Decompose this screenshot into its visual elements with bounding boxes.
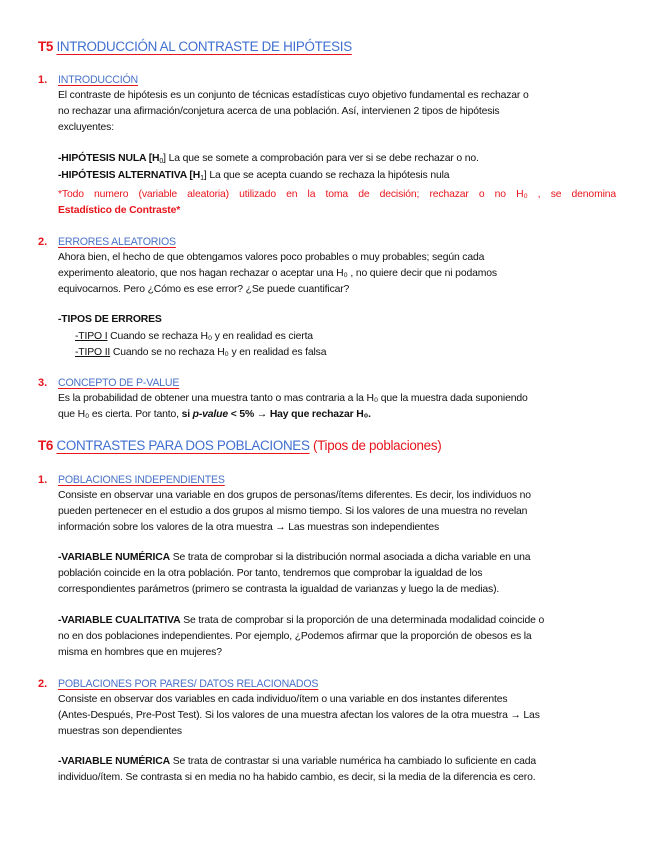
paragraph-line (58, 550, 530, 566)
alt-hypothesis-line (58, 168, 449, 184)
text: Se trata de comprobar si la proporción de una determinada modalidad coincide o (180, 615, 545, 626)
paragraph-line: excluyentes: (58, 122, 114, 133)
label: -VARIABLE NUMÉRICA (58, 756, 170, 767)
paragraph-line: información sobre los valores de la otra muestra → Las muestras son independientes (58, 522, 440, 533)
heading-introduccion: INTRODUCCIÓN (58, 74, 138, 86)
type2-line (75, 345, 326, 361)
item-number: 1. (38, 74, 48, 86)
paragraph-line: no en dos poblaciones independientes. Por ejemplo, ¿Podemos afirmar que la proporción de obesos es la (58, 631, 532, 642)
title-suffix: (Tipos de poblaciones) (309, 438, 442, 453)
paragraph-line: Consiste en observar una variable en dos grupos de personas/ítems diferentes. Es decir, los individuos no (58, 490, 531, 501)
type1-line (75, 329, 313, 345)
title-text: CONTRASTES PARA DOS POBLACIONES (56, 438, 310, 453)
paragraph-line: individuo/ítem. Se contrasta si en media no ha habido cambio, es decir, si la media de la diferencia es cero. (58, 772, 536, 783)
section-title-t5 (38, 38, 352, 56)
title-number: T6 (38, 438, 54, 453)
text: Se trata de comprobar si la distribución normal asociada a dicha variable en una (169, 552, 531, 563)
type2-label: -TIPO II (75, 347, 111, 358)
item-number: 1. (38, 474, 48, 486)
paragraph-line: Ahora bien, el hecho de que obtengamos valores poco probables o muy probables; según cada (58, 252, 485, 263)
item-number: 2. (38, 678, 48, 690)
heading-pvalue: CONCEPTO DE P-VALUE (58, 377, 180, 389)
type1-label: -TIPO I (75, 331, 108, 342)
null-hypothesis-line (58, 151, 479, 167)
alt-label: -HIPÓTESIS ALTERNATIVA [H (58, 170, 201, 181)
title-number: T5 (38, 39, 54, 54)
title-text: INTRODUCCIÓN AL CONTRASTE DE HIPÓTESIS (56, 39, 352, 54)
text: p-value (192, 409, 228, 420)
bracket: ] (203, 170, 207, 181)
paragraph-line (58, 613, 544, 629)
sub: 1 (200, 175, 204, 182)
item-number: 2. (38, 236, 48, 248)
note-line: Estadístico de Contraste* (58, 205, 181, 216)
paragraph-line: muestras son dependientes (58, 726, 182, 737)
text: si (181, 409, 193, 420)
paragraph-line: no rechazar una afirmación/conjetura acerca de una población. Así, intervienen 2 tipos de hipótesis (58, 106, 500, 117)
null-label: -HIPÓTESIS NULA [H (58, 153, 160, 164)
section-title-t6 (38, 437, 441, 455)
null-text: La que se somete a comprobación para ver si se debe rechazar o no. (165, 153, 479, 164)
paragraph-line: El contraste de hipótesis es un conjunto de técnicas estadísticas cuyo objetivo fundamental es rechazar o (58, 90, 529, 101)
types-label: -TIPOS DE ERRORES (58, 314, 162, 325)
alt-text: La que se acepta cuando se rechaza la hipótesis nula (206, 170, 450, 181)
paragraph-line: (Antes-Después, Pre-Post Test). Si los valores de una muestra afectan los valores de la otra muestra → Las (58, 710, 540, 721)
heading-independientes: POBLACIONES INDEPENDIENTES (58, 474, 225, 486)
text: Se trata de contrastar si una variable numérica ha cambiado lo suficiente en cada (169, 756, 537, 767)
text: que H₀ es cierta. Por tanto, (58, 409, 182, 420)
paragraph-line: misma en hombres que en mujeres? (58, 647, 222, 658)
heading-errores: ERRORES ALEATORIOS (58, 236, 176, 248)
heading-pares: POBLACIONES POR PARES/ DATOS RELACIONADOS (58, 678, 319, 690)
paragraph-line: población coincide en la otra población. Por tanto, tendremos que comprobar la igualdad de los (58, 568, 483, 579)
label: -VARIABLE CUALITATIVA (58, 615, 181, 626)
paragraph-line: pueden pertenecer en el estudio a dos grupos al mismo tiempo. Si los valores de una muestra no revelan (58, 506, 528, 517)
label: -VARIABLE NUMÉRICA (58, 552, 170, 563)
paragraph-line: experimento aleatorio, que nos hagan rechazar o aceptar una H₀ , no quiere decir que ni podamos (58, 268, 497, 279)
paragraph-line: equivocarnos. Pero ¿Cómo es ese error? ¿Se puede cuantificar? (58, 284, 350, 295)
paragraph-line: correspondientes parámetros (primero se contrasta la igualdad de varianzas y luego la de medias). (58, 584, 500, 595)
note-line: *Todo numero (variable aleatoria) utilizado en la toma de decisión; rechazar o no H₀ , se denomina (58, 189, 616, 200)
paragraph-line (58, 407, 371, 423)
sub: 0 (159, 158, 164, 165)
paragraph-line: Consiste en observar dos variables en cada individuo/ítem o una variable en dos instantes diferentes (58, 694, 508, 705)
bracket: ] (163, 153, 166, 164)
text: < 5% → Hay que rechazar H₀. (228, 409, 371, 420)
item-number: 3. (38, 377, 48, 389)
type2-text: Cuando se no rechaza H₀ y en realidad es falsa (110, 347, 327, 358)
type1-text: Cuando se rechaza H₀ y en realidad es cierta (107, 331, 313, 342)
paragraph-line (58, 754, 536, 770)
paragraph-line: Es la probabilidad de obtener una muestra tanto o mas contraria a la H₀ que la muestra dada suponiendo (58, 393, 528, 404)
